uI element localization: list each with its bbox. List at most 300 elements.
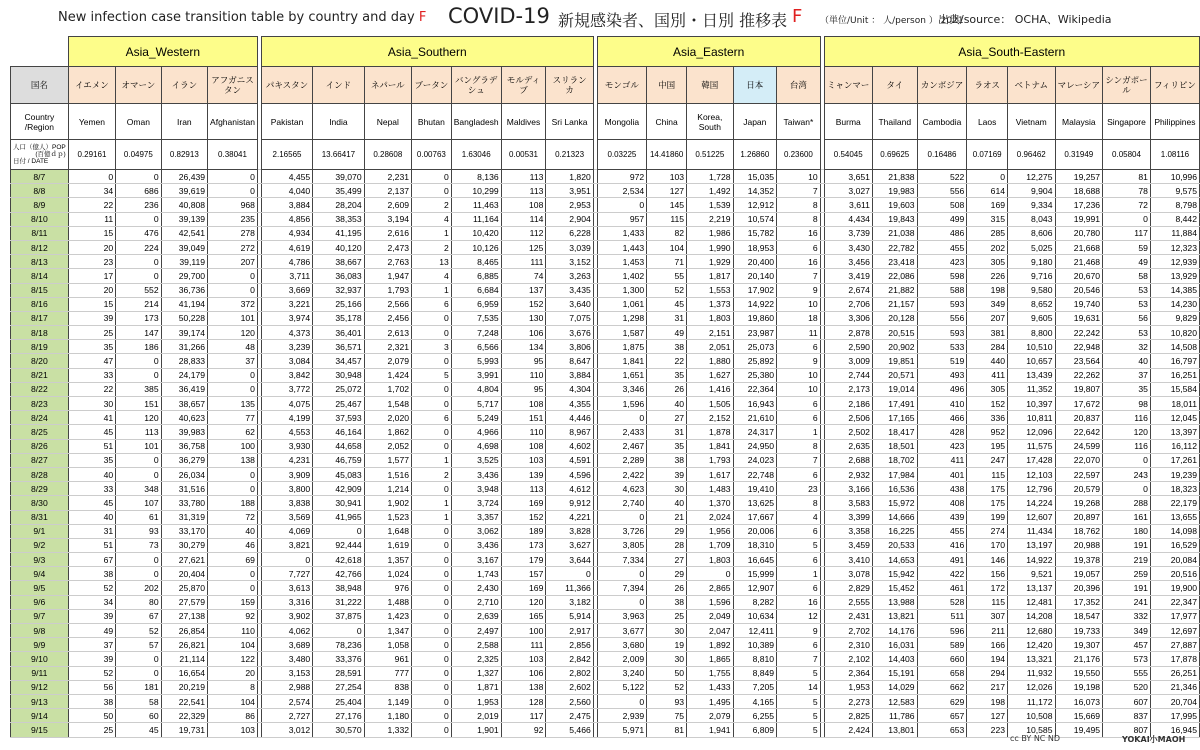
case-count-cell: 1,871 bbox=[451, 680, 501, 694]
case-count-cell: 53 bbox=[1103, 326, 1151, 340]
case-count-cell: 6,566 bbox=[451, 340, 501, 354]
case-count-cell: 1,953 bbox=[824, 680, 872, 694]
corner-cell bbox=[11, 37, 69, 67]
case-count-cell: 2,904 bbox=[546, 212, 593, 226]
case-count-cell: 16,645 bbox=[733, 553, 777, 567]
table-row bbox=[11, 709, 1200, 723]
case-count-cell: 16 bbox=[777, 255, 821, 269]
case-count-cell: 33 bbox=[68, 368, 115, 382]
case-count-cell: 33,780 bbox=[161, 496, 207, 510]
date-cell: 9/1 bbox=[11, 524, 69, 538]
case-count-cell: 10,634 bbox=[733, 609, 777, 623]
case-count-cell: 5 bbox=[412, 368, 452, 382]
case-count-cell: 23,418 bbox=[872, 255, 917, 269]
case-count-cell: 2,186 bbox=[824, 397, 872, 411]
case-count-cell: 0 bbox=[412, 567, 452, 581]
case-count-cell: 4,602 bbox=[546, 439, 593, 453]
case-count-cell: 3,669 bbox=[261, 283, 312, 297]
pop-sub-label: (百億ｄｐ) bbox=[35, 151, 66, 158]
case-count-cell: 8,647 bbox=[546, 354, 593, 368]
country-name-jp: タイ bbox=[872, 67, 917, 104]
country-name-jp: マレーシア bbox=[1055, 67, 1103, 104]
case-count-cell: 0 bbox=[412, 354, 452, 368]
case-count-cell: 17,878 bbox=[1150, 652, 1199, 666]
case-count-cell: 20,579 bbox=[1055, 482, 1103, 496]
case-count-cell: 92 bbox=[501, 723, 546, 737]
case-count-cell: 45 bbox=[116, 723, 161, 737]
case-count-cell: 189 bbox=[501, 524, 546, 538]
case-count-cell: 38,948 bbox=[313, 581, 364, 595]
case-count-cell: 3,724 bbox=[451, 496, 501, 510]
case-count-cell: 22 bbox=[68, 198, 115, 212]
case-count-cell: 17,667 bbox=[733, 510, 777, 524]
case-count-cell: 2,829 bbox=[824, 581, 872, 595]
case-count-cell: 22,642 bbox=[1055, 425, 1103, 439]
population-value: 1.63046 bbox=[451, 140, 501, 170]
case-count-cell: 838 bbox=[364, 680, 411, 694]
case-count-cell: 4,966 bbox=[451, 425, 501, 439]
case-count-cell: 120 bbox=[116, 411, 161, 425]
case-count-cell: 3,772 bbox=[261, 382, 312, 396]
pop-date-label bbox=[11, 140, 69, 170]
case-count-cell: 1,878 bbox=[687, 425, 733, 439]
case-count-cell: 202 bbox=[967, 240, 1008, 254]
case-count-cell: 3,399 bbox=[824, 510, 872, 524]
case-count-cell: 198 bbox=[967, 283, 1008, 297]
population-value: 0.16486 bbox=[917, 140, 967, 170]
case-count-cell: 20,396 bbox=[1055, 581, 1103, 595]
case-count-cell: 17 bbox=[68, 269, 115, 283]
case-count-cell: 8 bbox=[208, 680, 258, 694]
case-count-cell: 57 bbox=[116, 638, 161, 652]
country-name-jp: ネパール bbox=[364, 67, 411, 104]
case-count-cell: 14,176 bbox=[872, 624, 917, 638]
case-count-cell: 1,492 bbox=[687, 184, 733, 198]
case-count-cell: 8,967 bbox=[546, 425, 593, 439]
case-count-cell: 4,446 bbox=[546, 411, 593, 425]
case-count-cell: 8 bbox=[777, 198, 821, 212]
case-count-cell: 2,917 bbox=[546, 624, 593, 638]
case-count-cell: 241 bbox=[1103, 595, 1151, 609]
case-count-cell: 16,031 bbox=[872, 638, 917, 652]
case-count-cell: 305 bbox=[967, 382, 1008, 396]
country-name-en: Laos bbox=[967, 104, 1008, 140]
case-count-cell: 0 bbox=[208, 269, 258, 283]
date-cell: 9/12 bbox=[11, 680, 69, 694]
case-count-cell: 4,698 bbox=[451, 439, 501, 453]
case-count-cell: 16,536 bbox=[872, 482, 917, 496]
case-count-cell: 67 bbox=[116, 609, 161, 623]
case-count-cell: 7 bbox=[777, 453, 821, 467]
case-count-cell: 3,410 bbox=[824, 553, 872, 567]
case-count-cell: 19,731 bbox=[161, 723, 207, 737]
date-cell: 9/15 bbox=[11, 723, 69, 737]
case-count-cell: 16,945 bbox=[1150, 723, 1199, 737]
case-count-cell: 573 bbox=[1103, 652, 1151, 666]
case-count-cell: 1,539 bbox=[687, 198, 733, 212]
case-count-cell: 0 bbox=[412, 652, 452, 666]
case-count-cell: 1,793 bbox=[364, 283, 411, 297]
country-name-en: Bangladesh bbox=[451, 104, 501, 140]
case-count-cell: 29,700 bbox=[161, 269, 207, 283]
case-count-cell: 18,310 bbox=[733, 538, 777, 552]
country-name-en: Maldives bbox=[501, 104, 546, 140]
case-count-cell: 21,838 bbox=[872, 170, 917, 184]
case-count-cell: 1 bbox=[412, 453, 452, 467]
case-count-cell: 115 bbox=[967, 467, 1008, 481]
country-name-jp: オマーン bbox=[116, 67, 161, 104]
case-count-cell: 3,459 bbox=[824, 538, 872, 552]
date-cell: 8/9 bbox=[11, 198, 69, 212]
case-count-cell: 14,208 bbox=[1008, 609, 1055, 623]
case-count-cell: 2,953 bbox=[546, 198, 593, 212]
case-count-cell: 528 bbox=[917, 595, 967, 609]
case-count-cell: 552 bbox=[116, 283, 161, 297]
case-count-cell: 45 bbox=[68, 496, 115, 510]
case-count-cell: 285 bbox=[967, 226, 1008, 240]
case-count-cell: 169 bbox=[501, 581, 546, 595]
case-count-cell: 0 bbox=[1103, 453, 1151, 467]
case-count-cell: 3,221 bbox=[261, 297, 312, 311]
population-value: 0.23600 bbox=[777, 140, 821, 170]
case-count-cell: 1,423 bbox=[364, 609, 411, 623]
case-count-cell: 8 bbox=[777, 212, 821, 226]
case-count-cell: 11,434 bbox=[1008, 524, 1055, 538]
case-count-cell: 19,057 bbox=[1055, 567, 1103, 581]
case-count-cell: 411 bbox=[967, 368, 1008, 382]
case-count-cell: 16 bbox=[777, 226, 821, 240]
case-count-cell: 15,999 bbox=[733, 567, 777, 581]
case-count-cell: 2,049 bbox=[687, 609, 733, 623]
case-count-cell: 127 bbox=[967, 709, 1008, 723]
case-count-cell: 3,456 bbox=[824, 255, 872, 269]
case-count-cell: 17,491 bbox=[872, 397, 917, 411]
case-count-cell: 11,884 bbox=[1150, 226, 1199, 240]
case-count-cell: 110 bbox=[208, 624, 258, 638]
table-row bbox=[11, 326, 1200, 340]
case-count-cell: 12,323 bbox=[1150, 240, 1199, 254]
case-count-cell: 2,051 bbox=[687, 340, 733, 354]
case-count-cell: 58 bbox=[1103, 269, 1151, 283]
case-count-cell: 0 bbox=[116, 453, 161, 467]
country-name-jp: モンゴル bbox=[597, 67, 647, 104]
case-count-cell: 14,098 bbox=[1150, 524, 1199, 538]
case-count-cell: 1,488 bbox=[364, 595, 411, 609]
case-count-cell: 135 bbox=[208, 397, 258, 411]
case-count-cell: 1,327 bbox=[451, 666, 501, 680]
date-cell: 9/8 bbox=[11, 624, 69, 638]
case-count-cell: 658 bbox=[917, 666, 967, 680]
table-row bbox=[11, 397, 1200, 411]
case-count-cell: 19,991 bbox=[1055, 212, 1103, 226]
case-count-cell: 660 bbox=[917, 652, 967, 666]
case-count-cell: 1,880 bbox=[687, 354, 733, 368]
case-count-cell: 2,219 bbox=[687, 212, 733, 226]
case-count-cell: 39 bbox=[68, 652, 115, 666]
case-count-cell: 3,611 bbox=[824, 198, 872, 212]
case-count-cell: 15,584 bbox=[1150, 382, 1199, 396]
case-count-cell: 2,744 bbox=[824, 368, 872, 382]
case-count-cell: 2,289 bbox=[597, 453, 647, 467]
table-row bbox=[11, 212, 1200, 226]
case-count-cell: 0 bbox=[412, 694, 452, 708]
table-row bbox=[11, 368, 1200, 382]
case-count-cell: 111 bbox=[501, 638, 546, 652]
case-count-cell: 0 bbox=[116, 666, 161, 680]
case-count-cell: 3,525 bbox=[451, 453, 501, 467]
case-count-cell: 12,939 bbox=[1150, 255, 1199, 269]
case-count-cell: 30,279 bbox=[161, 538, 207, 552]
case-count-cell: 2,602 bbox=[546, 680, 593, 694]
case-count-cell: 0 bbox=[412, 482, 452, 496]
case-count-cell: 3,358 bbox=[824, 524, 872, 538]
case-count-cell: 28,591 bbox=[313, 666, 364, 680]
case-count-cell: 13 bbox=[412, 255, 452, 269]
case-count-cell: 1,214 bbox=[364, 482, 411, 496]
case-count-cell: 22,242 bbox=[1055, 326, 1103, 340]
case-count-cell: 9 bbox=[777, 624, 821, 638]
case-count-cell: 115 bbox=[647, 212, 687, 226]
case-count-cell: 18,762 bbox=[1055, 524, 1103, 538]
case-count-cell: 36,571 bbox=[313, 340, 364, 354]
population-value: 0.82913 bbox=[161, 140, 207, 170]
case-count-cell: 20,400 bbox=[733, 255, 777, 269]
case-count-cell: 39,119 bbox=[161, 255, 207, 269]
case-count-cell: 0 bbox=[412, 184, 452, 198]
case-count-cell: 6 bbox=[777, 397, 821, 411]
case-count-cell: 33,376 bbox=[313, 652, 364, 666]
case-count-cell: 1,332 bbox=[364, 723, 411, 737]
case-count-cell: 20,533 bbox=[872, 538, 917, 552]
case-count-cell: 511 bbox=[917, 609, 967, 623]
case-count-cell: 13,655 bbox=[1150, 510, 1199, 524]
case-count-cell: 60 bbox=[116, 709, 161, 723]
case-count-cell: 1,743 bbox=[451, 567, 501, 581]
country-name-jp: ベトナム bbox=[1008, 67, 1055, 104]
case-count-cell: 10,510 bbox=[1008, 340, 1055, 354]
case-count-cell: 39 bbox=[68, 311, 115, 325]
date-cell: 8/24 bbox=[11, 411, 69, 425]
case-count-cell: 2,102 bbox=[824, 652, 872, 666]
title-f-mark: F bbox=[792, 6, 803, 27]
case-count-cell: 519 bbox=[917, 354, 967, 368]
case-count-cell: 6,255 bbox=[733, 709, 777, 723]
case-count-cell: 175 bbox=[967, 496, 1008, 510]
case-count-cell: 5,717 bbox=[451, 397, 501, 411]
case-count-cell: 122 bbox=[208, 652, 258, 666]
case-count-cell: 120 bbox=[208, 326, 258, 340]
population-value: 0.00763 bbox=[412, 140, 452, 170]
case-count-cell: 3,240 bbox=[597, 666, 647, 680]
case-count-cell: 6 bbox=[777, 240, 821, 254]
case-count-cell: 18,953 bbox=[733, 240, 777, 254]
case-count-cell: 2,273 bbox=[824, 694, 872, 708]
case-count-cell: 0 bbox=[68, 170, 115, 184]
case-count-cell: 4,619 bbox=[261, 240, 312, 254]
case-count-cell: 7 bbox=[777, 269, 821, 283]
case-count-cell: 10,299 bbox=[451, 184, 501, 198]
case-count-cell: 3,739 bbox=[824, 226, 872, 240]
region-header: Asia_Western bbox=[68, 37, 257, 67]
case-count-cell: 2,613 bbox=[364, 326, 411, 340]
case-count-cell: 1,617 bbox=[687, 467, 733, 481]
case-count-cell: 307 bbox=[967, 609, 1008, 623]
case-count-cell: 36,279 bbox=[161, 453, 207, 467]
table-row bbox=[11, 652, 1200, 666]
date-cell: 8/27 bbox=[11, 453, 69, 467]
case-count-cell: 1,709 bbox=[687, 538, 733, 552]
case-count-cell: 59 bbox=[1103, 240, 1151, 254]
case-count-cell: 972 bbox=[597, 170, 647, 184]
case-count-cell: 139 bbox=[501, 467, 546, 481]
date-cell: 8/18 bbox=[11, 326, 69, 340]
case-count-cell: 40 bbox=[1103, 354, 1151, 368]
case-count-cell: 19,843 bbox=[872, 212, 917, 226]
case-count-cell: 40,808 bbox=[161, 198, 207, 212]
case-count-cell: 8,606 bbox=[1008, 226, 1055, 240]
case-count-cell: 455 bbox=[917, 240, 967, 254]
case-count-cell: 3,627 bbox=[546, 538, 593, 552]
case-count-cell: 22,179 bbox=[1150, 496, 1199, 510]
population-value: 0.69625 bbox=[872, 140, 917, 170]
case-count-cell: 19,378 bbox=[1055, 553, 1103, 567]
case-count-cell: 6,228 bbox=[546, 226, 593, 240]
case-count-cell: 14,385 bbox=[1150, 283, 1199, 297]
case-count-cell: 146 bbox=[967, 553, 1008, 567]
case-count-cell: 152 bbox=[967, 397, 1008, 411]
case-count-cell: 20 bbox=[208, 666, 258, 680]
case-count-cell: 0 bbox=[116, 170, 161, 184]
case-count-cell: 4 bbox=[412, 269, 452, 283]
case-count-cell: 175 bbox=[967, 482, 1008, 496]
case-count-cell: 278 bbox=[208, 226, 258, 240]
case-count-cell: 662 bbox=[917, 680, 967, 694]
case-count-cell: 202 bbox=[116, 581, 161, 595]
case-count-cell: 6 bbox=[777, 638, 821, 652]
case-count-cell: 25 bbox=[647, 609, 687, 623]
case-count-cell: 491 bbox=[917, 553, 967, 567]
case-count-cell: 103 bbox=[208, 723, 258, 737]
case-count-cell: 14,508 bbox=[1150, 340, 1199, 354]
case-count-cell: 13,439 bbox=[1008, 368, 1055, 382]
date-cell: 9/3 bbox=[11, 553, 69, 567]
case-count-cell: 37 bbox=[208, 354, 258, 368]
country-name-jp: 日本 bbox=[733, 67, 777, 104]
date-cell: 8/19 bbox=[11, 340, 69, 354]
case-count-cell: 3,239 bbox=[261, 340, 312, 354]
case-count-cell: 2,856 bbox=[546, 638, 593, 652]
case-count-cell: 53 bbox=[1103, 283, 1151, 297]
case-count-cell: 16,797 bbox=[1150, 354, 1199, 368]
case-count-cell: 1,953 bbox=[451, 694, 501, 708]
case-count-cell: 1,941 bbox=[687, 723, 733, 737]
case-count-cell: 40 bbox=[68, 467, 115, 481]
case-count-cell: 3,263 bbox=[546, 269, 593, 283]
case-count-cell: 22,597 bbox=[1055, 467, 1103, 481]
date-cell: 8/20 bbox=[11, 354, 69, 368]
case-count-cell: 12,411 bbox=[733, 624, 777, 638]
date-cell: 9/10 bbox=[11, 652, 69, 666]
case-count-cell: 9,904 bbox=[1008, 184, 1055, 198]
country-name-en: Sri Lanka bbox=[546, 104, 593, 140]
case-count-cell: 493 bbox=[917, 368, 967, 382]
case-count-cell: 35 bbox=[647, 368, 687, 382]
country-name-jp: ブータン bbox=[412, 67, 452, 104]
case-count-cell: 19,631 bbox=[1055, 311, 1103, 325]
case-count-cell: 3,640 bbox=[546, 297, 593, 311]
case-count-cell: 10,420 bbox=[451, 226, 501, 240]
case-count-cell: 7,727 bbox=[261, 567, 312, 581]
case-count-cell: 1,516 bbox=[364, 467, 411, 481]
case-count-cell: 1,577 bbox=[364, 453, 411, 467]
case-count-cell: 37 bbox=[68, 638, 115, 652]
case-count-cell: 152 bbox=[501, 297, 546, 311]
case-count-cell: 2,231 bbox=[364, 170, 411, 184]
population-value: 0.07169 bbox=[967, 140, 1008, 170]
case-count-cell: 1,402 bbox=[597, 269, 647, 283]
case-count-cell: 113 bbox=[501, 184, 546, 198]
case-count-cell: 19,807 bbox=[1055, 382, 1103, 396]
case-count-cell: 34 bbox=[68, 595, 115, 609]
case-count-cell: 56 bbox=[1103, 311, 1151, 325]
case-count-cell: 2,878 bbox=[824, 326, 872, 340]
case-count-cell: 2,635 bbox=[824, 439, 872, 453]
case-count-cell: 36,419 bbox=[161, 382, 207, 396]
case-count-cell: 11,575 bbox=[1008, 439, 1055, 453]
case-count-cell: 92 bbox=[208, 609, 258, 623]
case-count-cell: 18,688 bbox=[1055, 184, 1103, 198]
country-name-en: Yemen bbox=[68, 104, 115, 140]
case-count-cell: 18,323 bbox=[1150, 482, 1199, 496]
case-count-cell: 207 bbox=[208, 255, 258, 269]
case-count-cell: 5,993 bbox=[451, 354, 501, 368]
case-count-cell: 40 bbox=[647, 496, 687, 510]
case-count-cell: 25 bbox=[68, 723, 115, 737]
case-count-cell: 6 bbox=[777, 524, 821, 538]
pop-label: 人口（億人）POP bbox=[13, 144, 66, 151]
population-value: 0.03225 bbox=[597, 140, 647, 170]
case-count-cell: 0 bbox=[208, 567, 258, 581]
case-count-cell: 4,804 bbox=[451, 382, 501, 396]
case-count-cell: 35,178 bbox=[313, 311, 364, 325]
population-value: 0.21323 bbox=[546, 140, 593, 170]
case-count-cell: 31 bbox=[68, 524, 115, 538]
table-row bbox=[11, 538, 1200, 552]
case-count-cell: 0 bbox=[412, 609, 452, 623]
case-count-cell: 3,613 bbox=[261, 581, 312, 595]
case-count-cell: 349 bbox=[967, 297, 1008, 311]
case-count-cell: 1,841 bbox=[687, 439, 733, 453]
case-count-cell: 21,882 bbox=[872, 283, 917, 297]
case-count-cell: 110 bbox=[501, 425, 546, 439]
case-count-cell: 3,084 bbox=[261, 354, 312, 368]
case-count-cell: 5,025 bbox=[1008, 240, 1055, 254]
case-count-cell: 3,078 bbox=[824, 567, 872, 581]
case-count-cell: 12,096 bbox=[1008, 425, 1055, 439]
case-count-cell: 0 bbox=[412, 553, 452, 567]
case-count-cell: 2,802 bbox=[546, 666, 593, 680]
country-name-jp: 台湾 bbox=[777, 67, 821, 104]
case-count-cell: 1,298 bbox=[597, 311, 647, 325]
population-value: 0.04975 bbox=[116, 140, 161, 170]
case-count-cell: 11,172 bbox=[1008, 694, 1055, 708]
case-count-cell: 1,755 bbox=[687, 666, 733, 680]
case-count-cell: 1,495 bbox=[687, 694, 733, 708]
case-count-cell: 19,014 bbox=[872, 382, 917, 396]
case-count-cell: 2,588 bbox=[451, 638, 501, 652]
case-count-cell: 476 bbox=[116, 226, 161, 240]
case-count-cell: 26,034 bbox=[161, 467, 207, 481]
